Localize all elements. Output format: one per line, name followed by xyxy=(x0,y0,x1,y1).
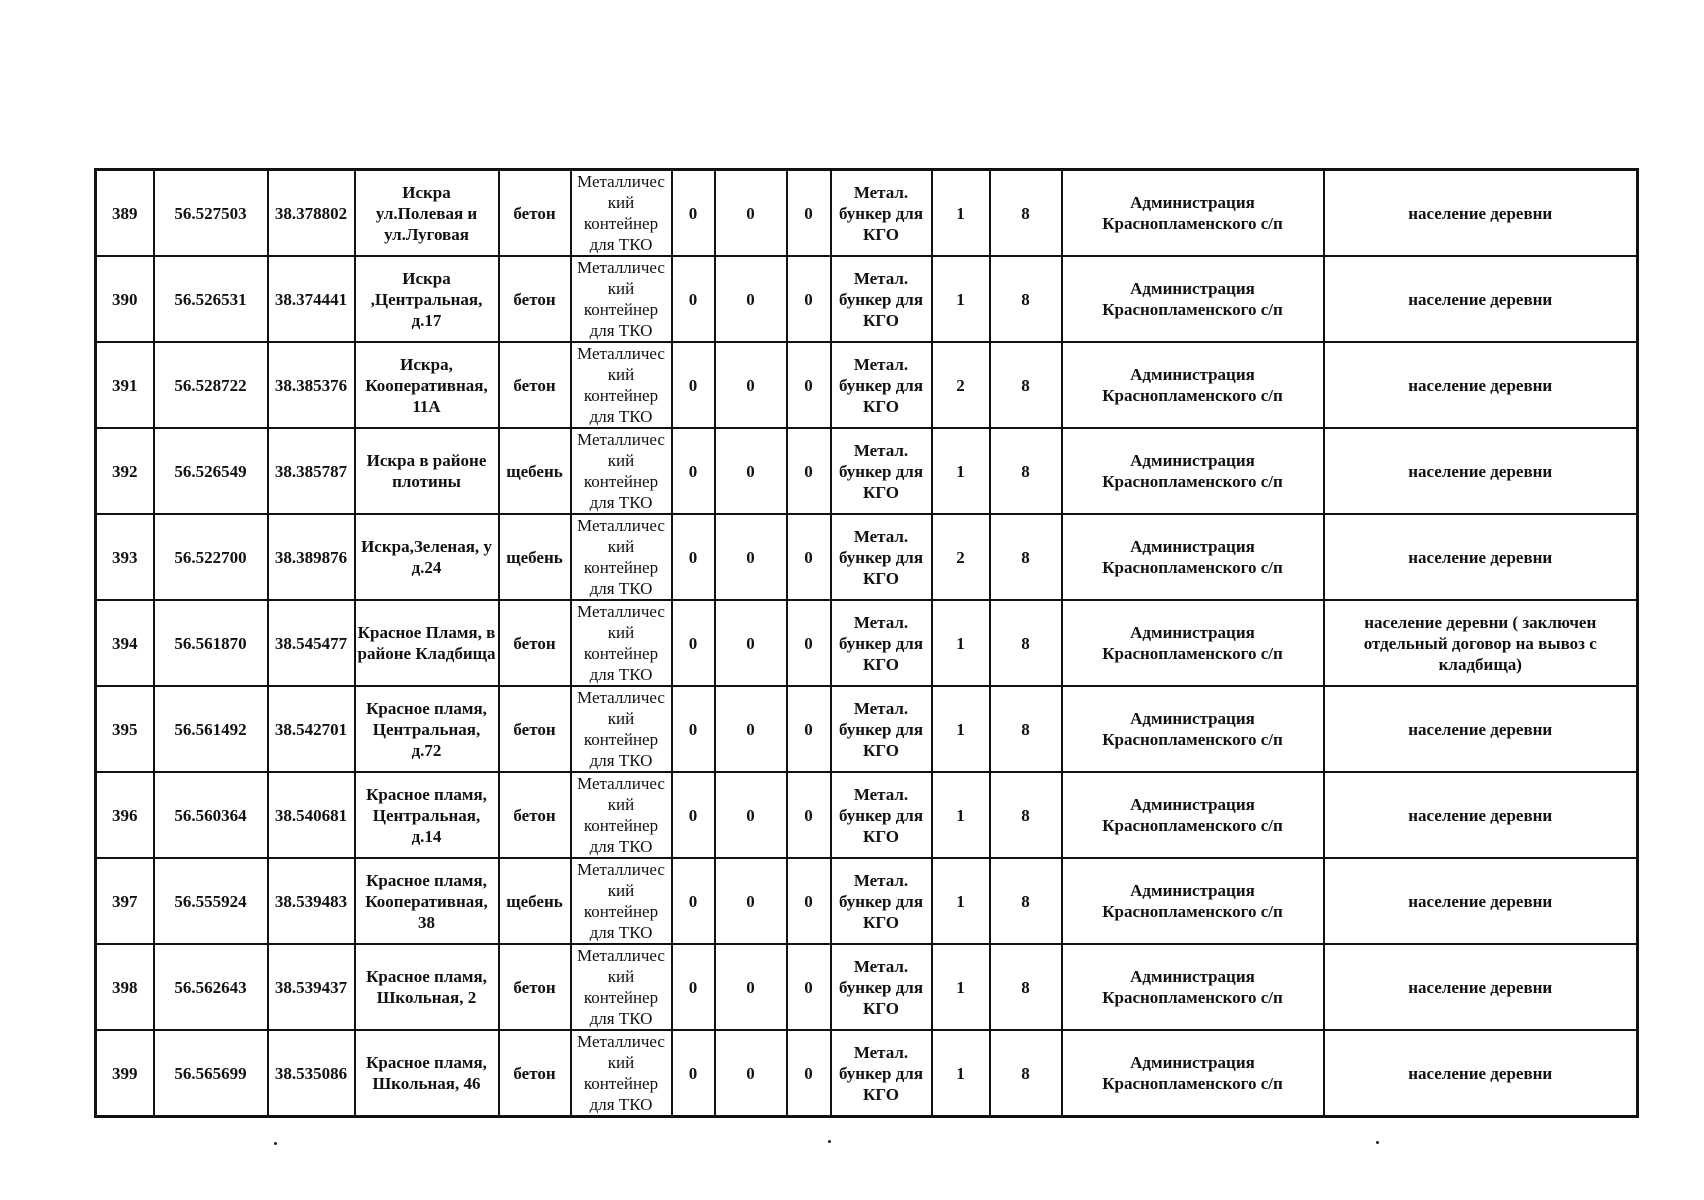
latitude-cell: 56.555924 xyxy=(154,858,268,944)
table-body xyxy=(96,170,1638,1117)
surface-cell: бетон xyxy=(499,600,571,686)
surface-cell: бетон xyxy=(499,1030,571,1117)
table-row xyxy=(96,256,1638,342)
bunker-count-cell: 2 xyxy=(932,342,990,428)
bunker-volume-cell: 8 xyxy=(990,428,1062,514)
planned-count-cell: 0 xyxy=(787,600,831,686)
planned-count-cell: 0 xyxy=(787,256,831,342)
container-count-cell: 0 xyxy=(672,428,715,514)
waste-source-cell: население деревни xyxy=(1324,514,1638,600)
row-number-cell: 393 xyxy=(96,514,154,600)
owner-cell: Администрация Краснопламенского с/п xyxy=(1062,428,1324,514)
owner-cell: Администрация Краснопламенского с/п xyxy=(1062,600,1324,686)
container-type-cell: Металлический контейнер для ТКО xyxy=(571,600,672,686)
address-cell: Красное пламя, Школьная, 2 xyxy=(355,944,499,1030)
address-cell: Искра, Кооперативная, 11А xyxy=(355,342,499,428)
row-number-cell: 395 xyxy=(96,686,154,772)
surface-cell: щебень xyxy=(499,428,571,514)
row-number-cell: 397 xyxy=(96,858,154,944)
planned-count-cell: 0 xyxy=(787,944,831,1030)
row-number-cell: 390 xyxy=(96,256,154,342)
row-number-cell: 391 xyxy=(96,342,154,428)
surface-cell: бетон xyxy=(499,772,571,858)
bunker-count-cell: 1 xyxy=(932,686,990,772)
bunker-count-cell: 1 xyxy=(932,256,990,342)
container-volume-cell: 0 xyxy=(715,772,787,858)
latitude-cell: 56.561870 xyxy=(154,600,268,686)
waste-source-cell: население деревни xyxy=(1324,170,1638,257)
bunker-volume-cell: 8 xyxy=(990,1030,1062,1117)
latitude-cell: 56.562643 xyxy=(154,944,268,1030)
scan-mark xyxy=(1376,1141,1379,1144)
waste-source-cell: население деревни xyxy=(1324,686,1638,772)
bunker-volume-cell: 8 xyxy=(990,342,1062,428)
longitude-cell: 38.374441 xyxy=(268,256,355,342)
owner-cell: Администрация Краснопламенского с/п xyxy=(1062,170,1324,257)
table-row xyxy=(96,170,1638,257)
container-volume-cell: 0 xyxy=(715,686,787,772)
latitude-cell: 56.526531 xyxy=(154,256,268,342)
bunker-type-cell: Метал. бункер для КГО xyxy=(831,256,932,342)
bunker-volume-cell: 8 xyxy=(990,772,1062,858)
owner-cell: Администрация Краснопламенского с/п xyxy=(1062,772,1324,858)
longitude-cell: 38.539483 xyxy=(268,858,355,944)
container-volume-cell: 0 xyxy=(715,600,787,686)
container-count-cell: 0 xyxy=(672,256,715,342)
latitude-cell: 56.561492 xyxy=(154,686,268,772)
container-type-cell: Металлический контейнер для ТКО xyxy=(571,428,672,514)
address-cell: Красное пламя, Кооперативная, 38 xyxy=(355,858,499,944)
bunker-count-cell: 1 xyxy=(932,428,990,514)
bunker-type-cell: Метал. бункер для КГО xyxy=(831,514,932,600)
container-count-cell: 0 xyxy=(672,1030,715,1117)
surface-cell: щебень xyxy=(499,514,571,600)
bunker-type-cell: Метал. бункер для КГО xyxy=(831,772,932,858)
waste-source-cell: население деревни xyxy=(1324,342,1638,428)
container-type-cell: Металлический контейнер для ТКО xyxy=(571,256,672,342)
container-volume-cell: 0 xyxy=(715,944,787,1030)
row-number-cell: 398 xyxy=(96,944,154,1030)
container-count-cell: 0 xyxy=(672,944,715,1030)
container-count-cell: 0 xyxy=(672,686,715,772)
bunker-count-cell: 1 xyxy=(932,1030,990,1117)
address-cell: Красное пламя, Центральная, д.14 xyxy=(355,772,499,858)
container-count-cell: 0 xyxy=(672,858,715,944)
latitude-cell: 56.565699 xyxy=(154,1030,268,1117)
row-number-cell: 399 xyxy=(96,1030,154,1117)
table-row xyxy=(96,944,1638,1030)
planned-count-cell: 0 xyxy=(787,858,831,944)
owner-cell: Администрация Краснопламенского с/п xyxy=(1062,256,1324,342)
container-type-cell: Металлический контейнер для ТКО xyxy=(571,858,672,944)
longitude-cell: 38.542701 xyxy=(268,686,355,772)
container-type-cell: Металлический контейнер для ТКО xyxy=(571,1030,672,1117)
bunker-volume-cell: 8 xyxy=(990,600,1062,686)
address-cell: Красное пламя, Центральная, д.72 xyxy=(355,686,499,772)
longitude-cell: 38.540681 xyxy=(268,772,355,858)
surface-cell: бетон xyxy=(499,342,571,428)
bunker-type-cell: Метал. бункер для КГО xyxy=(831,170,932,257)
table-row xyxy=(96,428,1638,514)
waste-source-cell: население деревни xyxy=(1324,858,1638,944)
surface-cell: бетон xyxy=(499,944,571,1030)
latitude-cell: 56.527503 xyxy=(154,170,268,257)
address-cell: Красное Пламя, в районе Кладбища xyxy=(355,600,499,686)
bunker-count-cell: 1 xyxy=(932,772,990,858)
table-row xyxy=(96,858,1638,944)
address-cell: Искра ,Центральная, д.17 xyxy=(355,256,499,342)
container-count-cell: 0 xyxy=(672,772,715,858)
container-type-cell: Металлический контейнер для ТКО xyxy=(571,686,672,772)
container-volume-cell: 0 xyxy=(715,342,787,428)
row-number-cell: 394 xyxy=(96,600,154,686)
container-count-cell: 0 xyxy=(672,342,715,428)
latitude-cell: 56.560364 xyxy=(154,772,268,858)
table-row xyxy=(96,514,1638,600)
owner-cell: Администрация Краснопламенского с/п xyxy=(1062,858,1324,944)
surface-cell: щебень xyxy=(499,858,571,944)
address-cell: Искра в районе плотины xyxy=(355,428,499,514)
container-type-cell: Металлический контейнер для ТКО xyxy=(571,772,672,858)
bunker-volume-cell: 8 xyxy=(990,170,1062,257)
planned-count-cell: 0 xyxy=(787,772,831,858)
bunker-type-cell: Метал. бункер для КГО xyxy=(831,858,932,944)
table-row xyxy=(96,342,1638,428)
container-type-cell: Металлический контейнер для ТКО xyxy=(571,514,672,600)
bunker-type-cell: Метал. бункер для КГО xyxy=(831,1030,932,1117)
container-volume-cell: 0 xyxy=(715,514,787,600)
bunker-volume-cell: 8 xyxy=(990,944,1062,1030)
latitude-cell: 56.522700 xyxy=(154,514,268,600)
bunker-volume-cell: 8 xyxy=(990,256,1062,342)
longitude-cell: 38.389876 xyxy=(268,514,355,600)
bunker-count-cell: 2 xyxy=(932,514,990,600)
container-volume-cell: 0 xyxy=(715,428,787,514)
container-volume-cell: 0 xyxy=(715,170,787,257)
owner-cell: Администрация Краснопламенского с/п xyxy=(1062,944,1324,1030)
bunker-volume-cell: 8 xyxy=(990,858,1062,944)
container-volume-cell: 0 xyxy=(715,1030,787,1117)
owner-cell: Администрация Краснопламенского с/п xyxy=(1062,1030,1324,1117)
table-row xyxy=(96,686,1638,772)
latitude-cell: 56.526549 xyxy=(154,428,268,514)
address-cell: Искра,Зеленая, у д.24 xyxy=(355,514,499,600)
waste-source-cell: население деревни xyxy=(1324,428,1638,514)
owner-cell: Администрация Краснопламенского с/п xyxy=(1062,342,1324,428)
waste-source-cell: население деревни xyxy=(1324,944,1638,1030)
container-count-cell: 0 xyxy=(672,170,715,257)
bunker-volume-cell: 8 xyxy=(990,514,1062,600)
bunker-volume-cell: 8 xyxy=(990,686,1062,772)
row-number-cell: 389 xyxy=(96,170,154,257)
longitude-cell: 38.378802 xyxy=(268,170,355,257)
owner-cell: Администрация Краснопламенского с/п xyxy=(1062,686,1324,772)
surface-cell: бетон xyxy=(499,170,571,257)
waste-source-cell: население деревни xyxy=(1324,772,1638,858)
longitude-cell: 38.539437 xyxy=(268,944,355,1030)
planned-count-cell: 0 xyxy=(787,514,831,600)
table-row xyxy=(96,1030,1638,1117)
container-type-cell: Металлический контейнер для ТКО xyxy=(571,170,672,257)
bunker-type-cell: Метал. бункер для КГО xyxy=(831,944,932,1030)
scan-mark xyxy=(274,1142,277,1145)
container-type-cell: Металлический контейнер для ТКО xyxy=(571,342,672,428)
owner-cell: Администрация Краснопламенского с/п xyxy=(1062,514,1324,600)
waste-source-cell: население деревни xyxy=(1324,1030,1638,1117)
waste-source-cell: население деревни xyxy=(1324,256,1638,342)
bunker-count-cell: 1 xyxy=(932,170,990,257)
container-volume-cell: 0 xyxy=(715,256,787,342)
bunker-type-cell: Метал. бункер для КГО xyxy=(831,600,932,686)
container-type-cell: Металлический контейнер для ТКО xyxy=(571,944,672,1030)
row-number-cell: 392 xyxy=(96,428,154,514)
surface-cell: бетон xyxy=(499,686,571,772)
planned-count-cell: 0 xyxy=(787,1030,831,1117)
planned-count-cell: 0 xyxy=(787,428,831,514)
bunker-type-cell: Метал. бункер для КГО xyxy=(831,686,932,772)
bunker-type-cell: Метал. бункер для КГО xyxy=(831,342,932,428)
waste-sites-table xyxy=(94,168,1639,1118)
address-cell: Искра ул.Полевая и ул.Луговая xyxy=(355,170,499,257)
planned-count-cell: 0 xyxy=(787,170,831,257)
bunker-type-cell: Метал. бункер для КГО xyxy=(831,428,932,514)
row-number-cell: 396 xyxy=(96,772,154,858)
planned-count-cell: 0 xyxy=(787,686,831,772)
bunker-count-cell: 1 xyxy=(932,944,990,1030)
longitude-cell: 38.385787 xyxy=(268,428,355,514)
scan-mark xyxy=(828,1140,831,1143)
container-count-cell: 0 xyxy=(672,600,715,686)
container-volume-cell: 0 xyxy=(715,858,787,944)
address-cell: Красное пламя, Школьная, 46 xyxy=(355,1030,499,1117)
longitude-cell: 38.385376 xyxy=(268,342,355,428)
table-row xyxy=(96,772,1638,858)
container-count-cell: 0 xyxy=(672,514,715,600)
waste-source-cell: население деревни ( заключен отдельный договор на вывоз с кладбища) xyxy=(1324,600,1638,686)
longitude-cell: 38.535086 xyxy=(268,1030,355,1117)
bunker-count-cell: 1 xyxy=(932,600,990,686)
table-row xyxy=(96,600,1638,686)
latitude-cell: 56.528722 xyxy=(154,342,268,428)
longitude-cell: 38.545477 xyxy=(268,600,355,686)
bunker-count-cell: 1 xyxy=(932,858,990,944)
surface-cell: бетон xyxy=(499,256,571,342)
planned-count-cell: 0 xyxy=(787,342,831,428)
